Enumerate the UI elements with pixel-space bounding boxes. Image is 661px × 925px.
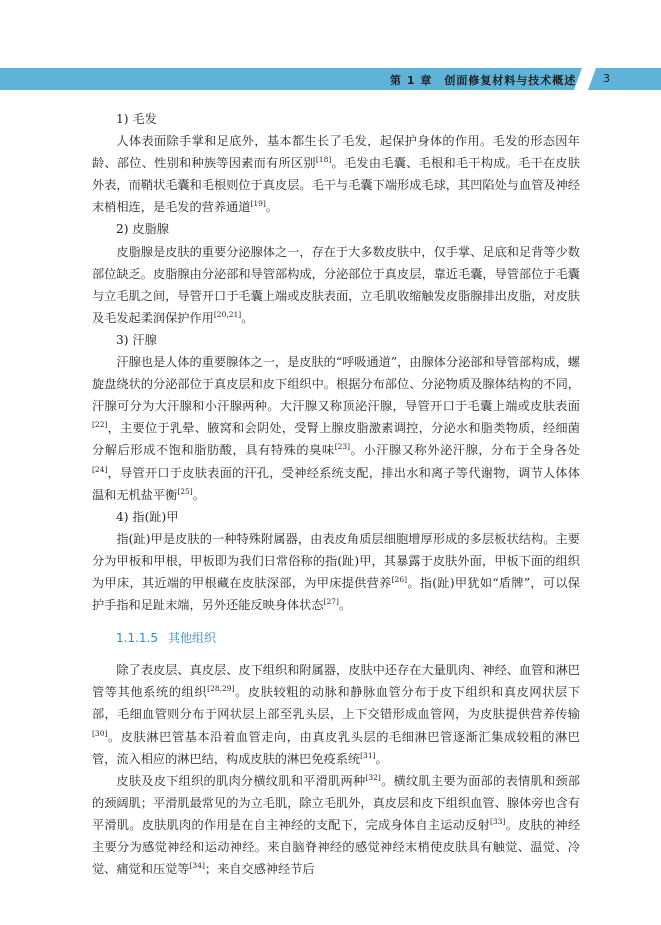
citation-ref: [19] [250, 199, 266, 209]
section-number: 1.1.1.5 [116, 631, 158, 646]
paragraph [92, 659, 580, 769]
paragraph [92, 351, 580, 506]
paragraph [92, 241, 580, 329]
page-body [92, 108, 580, 880]
subheading-sweat-gland: 3) 汗腺 [116, 332, 157, 347]
citation-ref: [31] [360, 750, 376, 760]
text-run: 。毛发由毛囊、毛根和毛干构成。毛干在皮肤外表，而鞘状毛囊和毛根则位于真皮层。毛干与毛囊下端形成毛球，其凹陷处与血管及神经末梢相连，是毛发的营养通道 [92, 156, 581, 215]
citation-ref: [33] [489, 816, 506, 826]
citation-ref: [28,29] [207, 684, 235, 694]
paragraph [92, 130, 580, 218]
paragraph [92, 528, 580, 616]
text-run: 。横纹肌主要为面部的表情肌和颈部的颈阔肌；平滑肌最常见的为立毛肌，除立毛肌外，真皮层和皮下组织血管、腺体旁也含有平滑肌。皮肤肌肉的作用是在自主神经的支配下，完成身体自主运动反射 [92, 773, 581, 832]
text-run: 。 [241, 310, 254, 325]
text-run: 人体表面除手掌和足底外，基本都生长了毛发，起保护身体的作用。毛发的形态因年龄、部位、性别和种族等因素而有所区别 [92, 134, 580, 171]
section-heading-other-tissues [92, 627, 580, 649]
citation-ref: [30] [92, 728, 108, 738]
text-run: 皮脂腺是皮肤的重要分泌腺体之一，存在于大多数皮肤中，仅手掌、足底和足背等少数部位缺乏。皮脂腺由分泌部和导管部构成，分泌部位于真皮层，靠近毛囊，导管部位于毛囊与立毛肌之间，导管开口于毛囊上端或皮肤表面，立毛肌收缩触发皮脂腺排出皮脂，对皮肤及毛发起柔润保护作用 [92, 244, 580, 325]
text-run: 。 [265, 200, 279, 215]
subheading-hair: 1) 毛发 [116, 112, 157, 126]
citation-ref: [32] [365, 772, 381, 782]
text-run: ，主要位于乳晕、腋窝和会阴处，受腎上腺皮脂激素调控，分泌水和脂类物质，经细菌分解后形成不饱和脂肪酸，具有特殊的臭味 [92, 421, 580, 458]
citation-ref: [20,21] [213, 309, 242, 319]
chapter-title: 第 1 章 创面修复材料与技术概述 [390, 74, 577, 87]
citation-ref: [27] [323, 597, 339, 607]
citation-ref: [18] [315, 155, 332, 165]
text-run: 。小汗腺又称外泌汗腺，分布于全身各处 [350, 443, 581, 458]
citation-ref: [26] [391, 574, 408, 584]
paragraph [92, 770, 580, 880]
text-run: ，导管开口于皮肤表面的汗孔，受神经系统支配，排出水和离子等代谢物，调节人体体温和无机盐平衡 [92, 465, 580, 502]
text-run: 指(趾)甲是皮肤的一种特殊附属器，由表皮角质层细胞增厚形成的多层板状结构。主要分为甲板和甲根，甲板即为我们日常俗称的指(趾)甲，其暴露于皮肤外面，甲板下面的组织为甲床，其近端的甲根藏在皮肤深部，为甲床提供营养 [92, 531, 580, 590]
citation-ref: [22] [92, 420, 108, 430]
text-run: ；来自交感神经节后 [204, 862, 315, 877]
text-run: 。皮肤的神经主要分为感觉神经和运动神经。来自脑脊神经的感觉神经末梢使皮肤具有触觉、温觉、冷觉、痛觉和压觉等 [92, 817, 581, 877]
text-run: 汗腺也是人体的重要腺体之一，是皮肤的“呼吸通道”，由腺体分泌部和导管部构成，螺旋盘绕状的分泌部位于真皮层和皮下组织中。根据分布部位、分泌物质及腺体结构的不同，汗腺可分为大汗腺和小汗腺两种。大汗腺又称顶泌汗腺，导管开口于毛囊上端或皮肤表面 [92, 355, 580, 414]
citation-ref: [25] [177, 486, 193, 496]
text-run: 。 [192, 487, 205, 502]
text-run: 。 [375, 751, 388, 766]
text-run: 。指(趾)甲犹如“盾牌”，可以保护手指和足趾末端，另外还能反映身体状态 [92, 575, 580, 613]
text-run: 。 [338, 598, 352, 613]
subheading-nail: 4) 指(趾)甲 [116, 509, 179, 524]
subheading-sebaceous-gland: 2) 皮脂腺 [116, 222, 169, 237]
text-run: 除了表皮层、真皮层、皮下组织和附属器，皮肤中还存在大量肌肉、神经、血管和淋巴管等其他系统的组织 [92, 663, 580, 700]
text-run: 皮肤及皮下组织的肌肉分横纹肌和平滑肌两种 [116, 773, 366, 788]
text-run: 。皮肤淋巴管基本沿着血管走向，由真皮乳头层的毛细淋巴管逐渐汇集成较粗的淋巴管，流入相应的淋巴结，构成皮肤的淋巴免疫系统 [92, 729, 580, 766]
citation-ref: [23] [334, 442, 351, 452]
citation-ref: [24] [92, 464, 108, 474]
page-number: 3 [603, 72, 610, 85]
citation-ref: [34] [189, 861, 205, 871]
text-run: 。皮肤较粗的动脉和静脉血管分布于皮下组织和真皮网状层下部，毛细血管则分布于网状层上部至乳头层，上下交错形成血管网，为皮肤提供营养传输 [92, 685, 581, 722]
section-title: 其他组织 [167, 631, 216, 646]
